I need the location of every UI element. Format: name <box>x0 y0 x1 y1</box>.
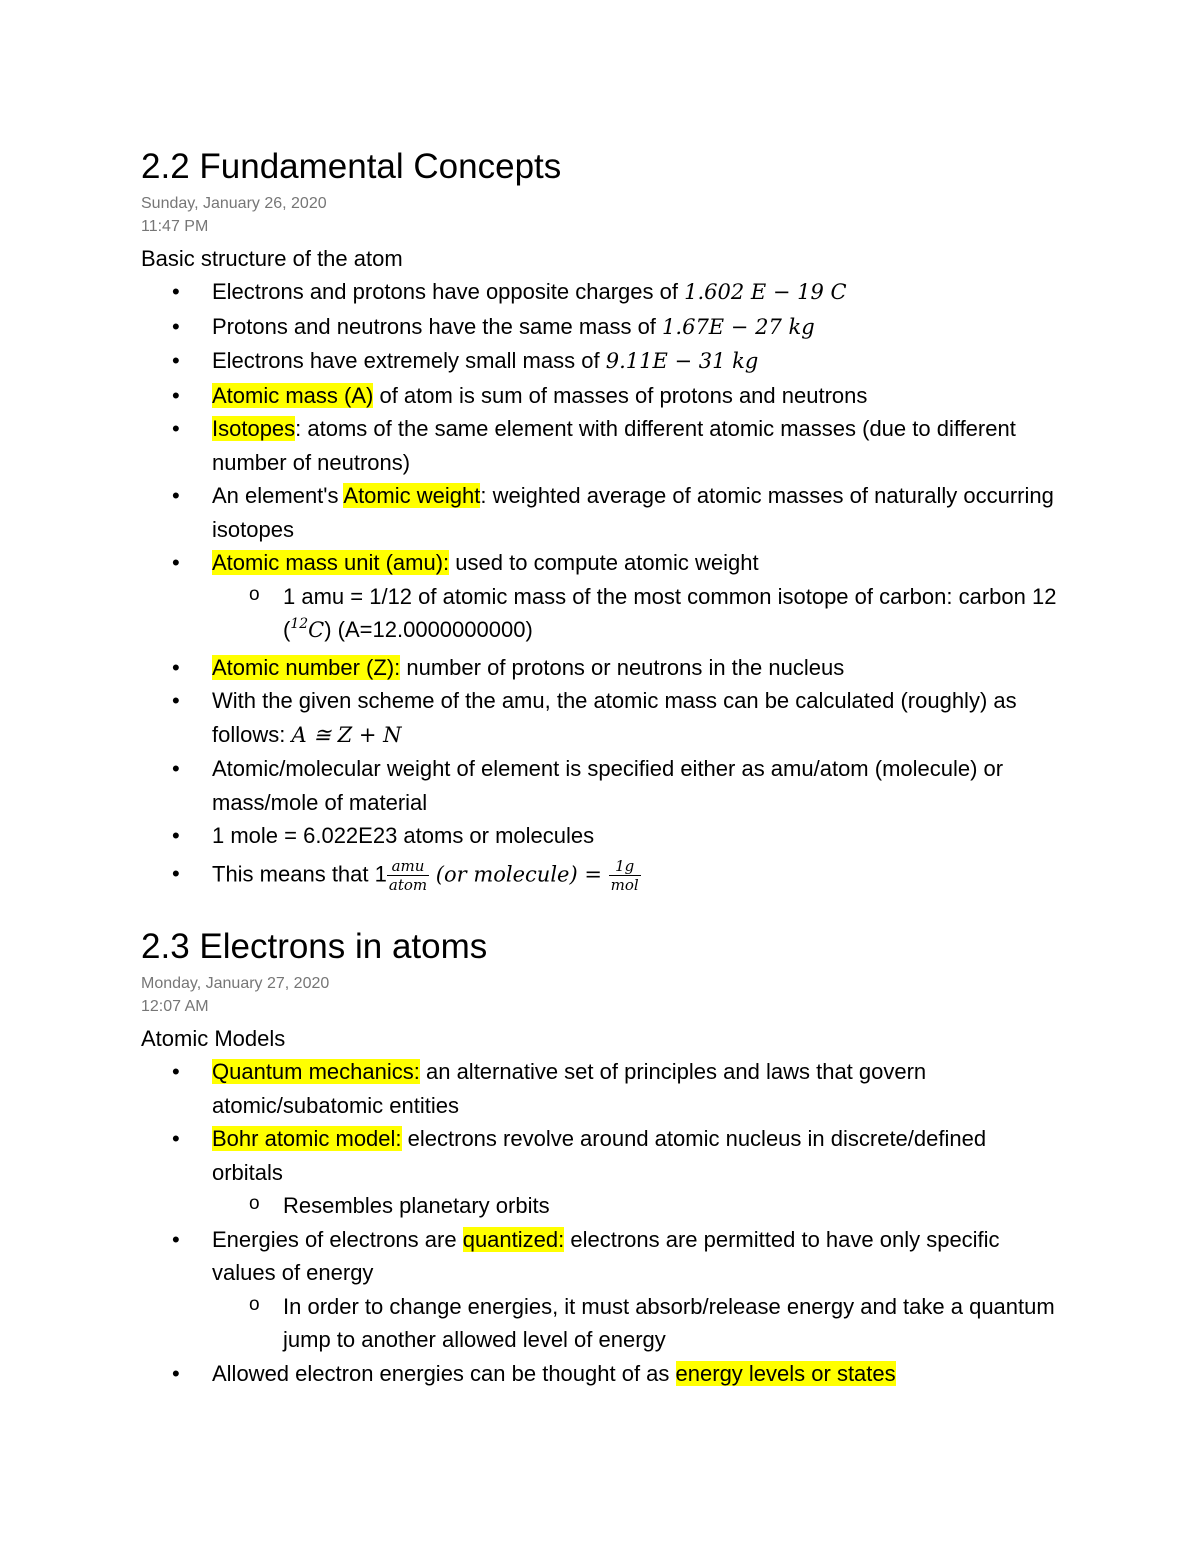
fraction-denominator: mol <box>610 875 639 894</box>
section-title: 2.2 Fundamental Concepts <box>141 147 562 186</box>
sub-bullet-list <box>212 1290 1061 1357</box>
list-item <box>141 310 1061 345</box>
list-item <box>141 1122 1061 1223</box>
item-text: Protons and neutrons have the same mass of <box>212 313 663 339</box>
highlighted-term: Atomic number (Z): <box>212 654 401 680</box>
item-text: electrons are permitted to have only specific values of energy <box>212 1226 1000 1285</box>
list-item <box>141 344 1061 379</box>
list-item <box>141 379 1061 413</box>
item-text: In order to change energies, it must absorb/release energy and take a quantum jump to another allowed level of energy <box>283 1293 1055 1352</box>
bullet-list <box>141 1055 1061 1390</box>
item-text: Electrons have extremely small mass of <box>212 348 606 373</box>
list-item <box>141 1223 1061 1357</box>
bullet-list <box>141 275 1061 894</box>
note-date: Monday, January 27, 2020 <box>141 975 330 992</box>
list-item <box>141 1357 1061 1391</box>
list-item <box>141 857 1061 894</box>
item-text: 1 mole = 6.022E23 atoms or molecules <box>212 823 595 848</box>
highlighted-term: energy levels or states <box>675 1360 896 1386</box>
math-expression: (or molecule) = <box>429 861 609 886</box>
highlighted-term: quantized: <box>462 1226 565 1252</box>
highlighted-term: Isotopes <box>212 416 296 441</box>
math-expression: 9.11E − 31 kg <box>605 349 759 373</box>
list-item <box>141 684 1061 752</box>
item-text: an alternative set of principles and laws that govern atomic/subatomic entities <box>212 1059 927 1118</box>
note-time: 12:07 AM <box>141 998 209 1015</box>
item-text: Allowed electron energies can be thought of as <box>212 1360 676 1386</box>
item-text: Resembles planetary orbits <box>283 1193 550 1218</box>
item-text: number of protons or neutrons in the nucleus <box>400 654 845 680</box>
highlighted-term: Bohr atomic model: <box>212 1126 402 1151</box>
highlighted-term: Atomic weight <box>343 483 481 508</box>
sub-list-item <box>212 1189 1061 1223</box>
math-expression: 1.602 E − 19 C <box>684 280 847 304</box>
item-text: Atomic/molecular weight of element is specified either as amu/atom (molecule) or mass/mole of material <box>212 756 1004 815</box>
list-item <box>141 412 1061 479</box>
fraction-gram-per-mol <box>609 857 641 894</box>
note-time: 11:47 PM <box>141 218 209 235</box>
list-item <box>141 752 1061 819</box>
list-item <box>141 1055 1061 1122</box>
subheading: Atomic Models <box>141 1026 286 1051</box>
fraction-numerator: amu <box>387 857 429 876</box>
item-text: An element's <box>212 483 344 508</box>
sub-bullet-list <box>212 580 1061 651</box>
item-text: 1 amu = 1/12 of atomic mass of the most common isotope of carbon: carbon 12 ( <box>283 583 1057 642</box>
subheading: Basic structure of the atom <box>141 246 403 271</box>
math-expression: 1.67E − 27 kg <box>662 314 815 339</box>
list-item <box>141 651 1061 685</box>
item-text: ) (A=12.0000000000) <box>324 617 533 642</box>
section-fundamental-concepts <box>141 142 1061 894</box>
note-date: Sunday, January 26, 2020 <box>141 195 327 212</box>
sub-list-item <box>212 1290 1061 1357</box>
math-expression: A ≅ Z + N <box>291 722 402 747</box>
list-item <box>141 546 1061 651</box>
list-item <box>141 275 1061 310</box>
fraction-numerator: 1g <box>609 857 641 876</box>
math-expression: C <box>308 618 325 642</box>
list-item <box>141 819 1061 853</box>
section-title: 2.3 Electrons in atoms <box>141 927 488 966</box>
item-text: : atoms of the same element with different atomic masses (due to different number of neutrons) <box>212 416 1016 475</box>
fraction-denominator: atom <box>388 875 428 894</box>
item-text: Electrons and protons have opposite charges of <box>212 279 685 304</box>
item-text: of atom is sum of masses of protons and neutrons <box>373 382 868 408</box>
fraction-amu-per-atom <box>387 857 429 894</box>
superscript: 12 <box>290 616 309 632</box>
list-item <box>141 479 1061 546</box>
item-text: electrons revolve around atomic nucleus in discrete/defined orbitals <box>212 1126 987 1185</box>
item-text: used to compute atomic weight <box>449 550 759 575</box>
sub-bullet-list <box>212 1189 1061 1223</box>
item-text: This means that 1 <box>212 860 387 886</box>
item-text: Energies of electrons are <box>212 1226 463 1252</box>
highlighted-term: Atomic mass unit (amu): <box>212 550 450 575</box>
highlighted-term: Atomic mass (A) <box>212 382 374 408</box>
sub-list-item <box>212 580 1061 651</box>
highlighted-term: Quantum mechanics: <box>212 1059 420 1084</box>
section-electrons-in-atoms <box>141 922 1061 1390</box>
item-text: : weighted average of atomic masses of naturally occurring isotopes <box>212 483 1054 542</box>
item-text: With the given scheme of the amu, the atomic mass can be calculated (roughly) as follows: <box>212 688 1017 747</box>
